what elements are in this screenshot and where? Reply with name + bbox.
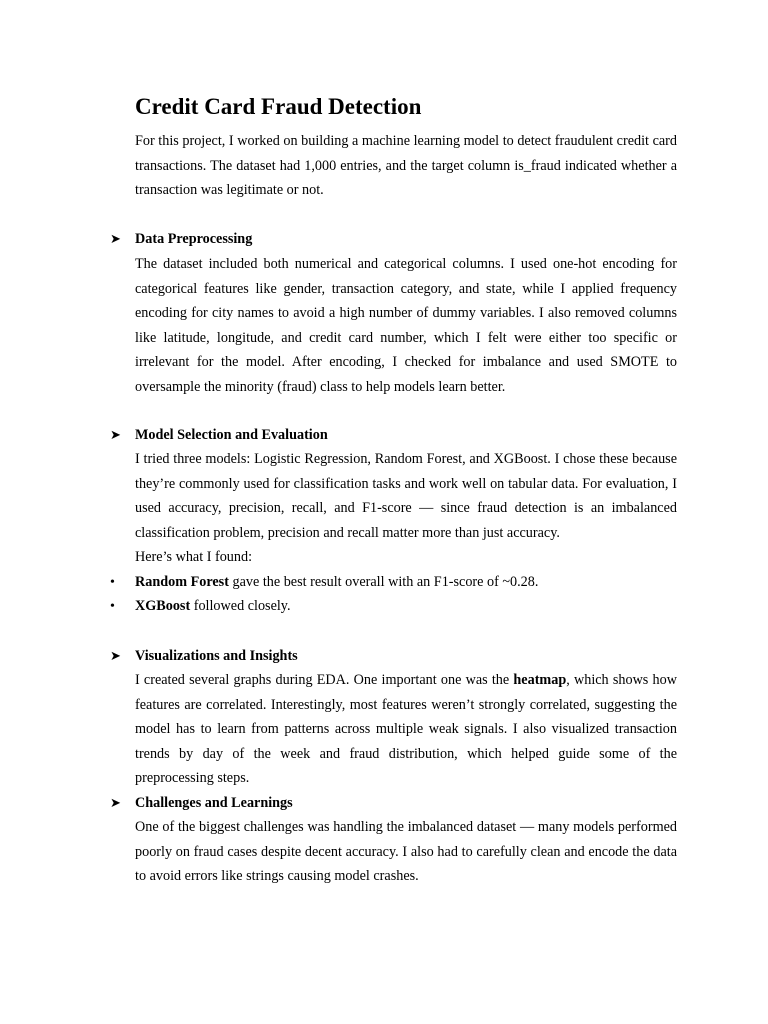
body-text-after: , which shows how features are correlated. Interestingly, most features weren’t strongly correlated, suggesting the model has to learn from patterns across multiple weak signals. I also visualized transaction trends by day of the week and fraud distribution, which helped guide some of the preprocessing steps. (135, 672, 677, 786)
intro-paragraph: For this project, I worked on building a machine learning model to detect fraudulent credit card transactions. The dataset had 1,000 entries, and the target column is_fraud indicated whether a transaction was legitimate or not. (135, 133, 677, 198)
list-item-text: followed closely. (190, 598, 291, 614)
section-heading-label: Challenges and Learnings (135, 795, 293, 811)
list-item-bold: XGBoost (135, 598, 191, 614)
list-item-text: gave the best result overall with an F1-score of ~0.28. (228, 574, 539, 590)
section-heading-data-preprocessing (110, 227, 252, 253)
body-text-bold: heatmap (513, 672, 567, 688)
list-item (110, 594, 291, 620)
document-title: Credit Card Fraud Detection (135, 94, 422, 119)
section-heading-challenges (110, 791, 293, 817)
section-heading-visualizations (110, 644, 298, 670)
body-text-before: I created several graphs during EDA. One important one was the (135, 672, 514, 688)
section-heading-label: Data Preprocessing (135, 231, 253, 247)
section-heading-label: Model Selection and Evaluation (135, 427, 328, 443)
bullet-dot-icon: • (110, 575, 115, 590)
arrow-bullet-icon: ➤ (110, 649, 121, 664)
section-heading-model-selection (110, 423, 328, 449)
section-body-visualizations (135, 668, 677, 791)
findings-intro: Here’s what I found: (135, 549, 253, 565)
arrow-bullet-icon: ➤ (110, 428, 121, 443)
arrow-bullet-icon: ➤ (110, 232, 121, 247)
section-body-data-preprocessing: The dataset included both numerical and categorical columns. I used one-hot encoding for categorical features like gender, transaction category, and state, while I applied frequency encoding for city names to avoid a high number of dummy variables. I also removed columns like latitude, longitude, and credit card number, which I felt were either too specific or irrelevant for the model. After encoding, I checked for imbalance and used SMOTE to oversample the minority (fraud) class to help models learn better. (135, 256, 677, 395)
list-item (110, 570, 538, 596)
arrow-bullet-icon: ➤ (110, 796, 121, 811)
list-item-bold: Random Forest (135, 574, 229, 590)
bullet-dot-icon: • (110, 599, 115, 614)
section-heading-label: Visualizations and Insights (135, 648, 298, 664)
section-body-challenges: One of the biggest challenges was handling the imbalanced dataset — many models performed poorly on fraud cases despite decent accuracy. I also had to carefully clean and encode the data to avoid errors like strings causing model crashes. (135, 819, 677, 884)
section-body-model-selection: I tried three models: Logistic Regression, Random Forest, and XGBoost. I chose these because they’re commonly used for classification tasks and work well on tabular data. For evaluation, I used accuracy, precision, recall, and F1-score — since fraud detection is an imbalanced classification problem, precision and recall matter more than just accuracy. (135, 451, 677, 541)
